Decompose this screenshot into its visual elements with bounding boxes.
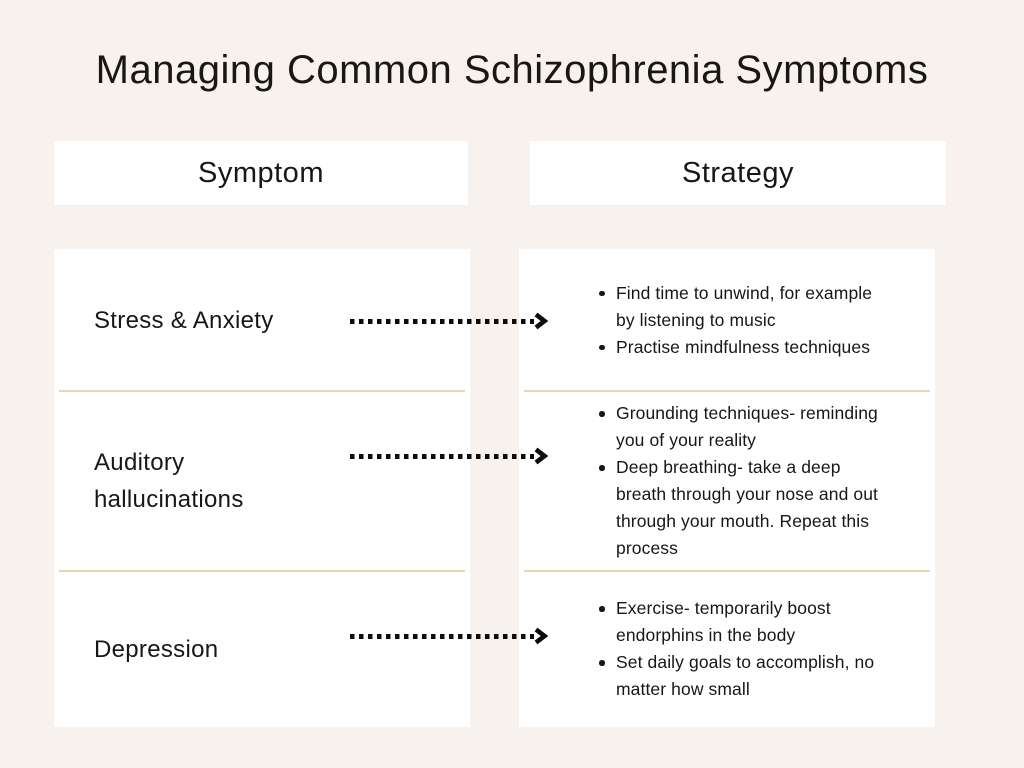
symptom-label: Auditory hallucinations (94, 449, 244, 513)
strategy-item: Find time to unwind, for example by listening to music (616, 280, 886, 334)
strategy-column (519, 249, 935, 727)
strategy-item: Deep breathing- take a deep breath through your nose and out through your mouth. Repeat this process (616, 454, 886, 562)
dotted-arrow-stress-anxiety (350, 312, 548, 330)
arrowhead-icon (533, 627, 548, 645)
strategy-cell-stress-anxiety (519, 249, 935, 391)
dotted-line (350, 634, 534, 639)
arrowhead-icon (533, 312, 548, 330)
column-header-strategy-label: Strategy (682, 156, 794, 189)
dotted-line (350, 319, 534, 324)
strategy-cell-auditory-hallucinations (519, 391, 935, 571)
page-title: Managing Common Schizophrenia Symptoms (95, 48, 929, 92)
strategy-list (519, 400, 935, 562)
column-header-symptom (54, 141, 468, 205)
strategy-list (519, 595, 935, 703)
symptom-cell-auditory-hallucinations (54, 391, 470, 571)
symptom-label: Stress & Anxiety (94, 306, 274, 334)
strategy-item: Practise mindfulness techniques (616, 334, 886, 361)
column-header-symptom-label: Symptom (198, 156, 324, 189)
symptom-label: Depression (94, 635, 219, 663)
symptom-cell-depression (54, 571, 470, 727)
arrowhead-icon (533, 447, 548, 465)
strategy-cell-depression (519, 571, 935, 727)
dotted-arrow-auditory-hallucinations (350, 447, 548, 465)
strategy-item: Set daily goals to accomplish, no matter how small (616, 649, 886, 703)
dotted-line (350, 454, 534, 459)
strategy-list (519, 280, 935, 361)
dotted-arrow-depression (350, 627, 548, 645)
column-header-strategy (530, 141, 946, 205)
strategy-item: Exercise- temporarily boost endorphins in the body (616, 595, 886, 649)
strategy-item: Grounding techniques- reminding you of your reality (616, 400, 886, 454)
